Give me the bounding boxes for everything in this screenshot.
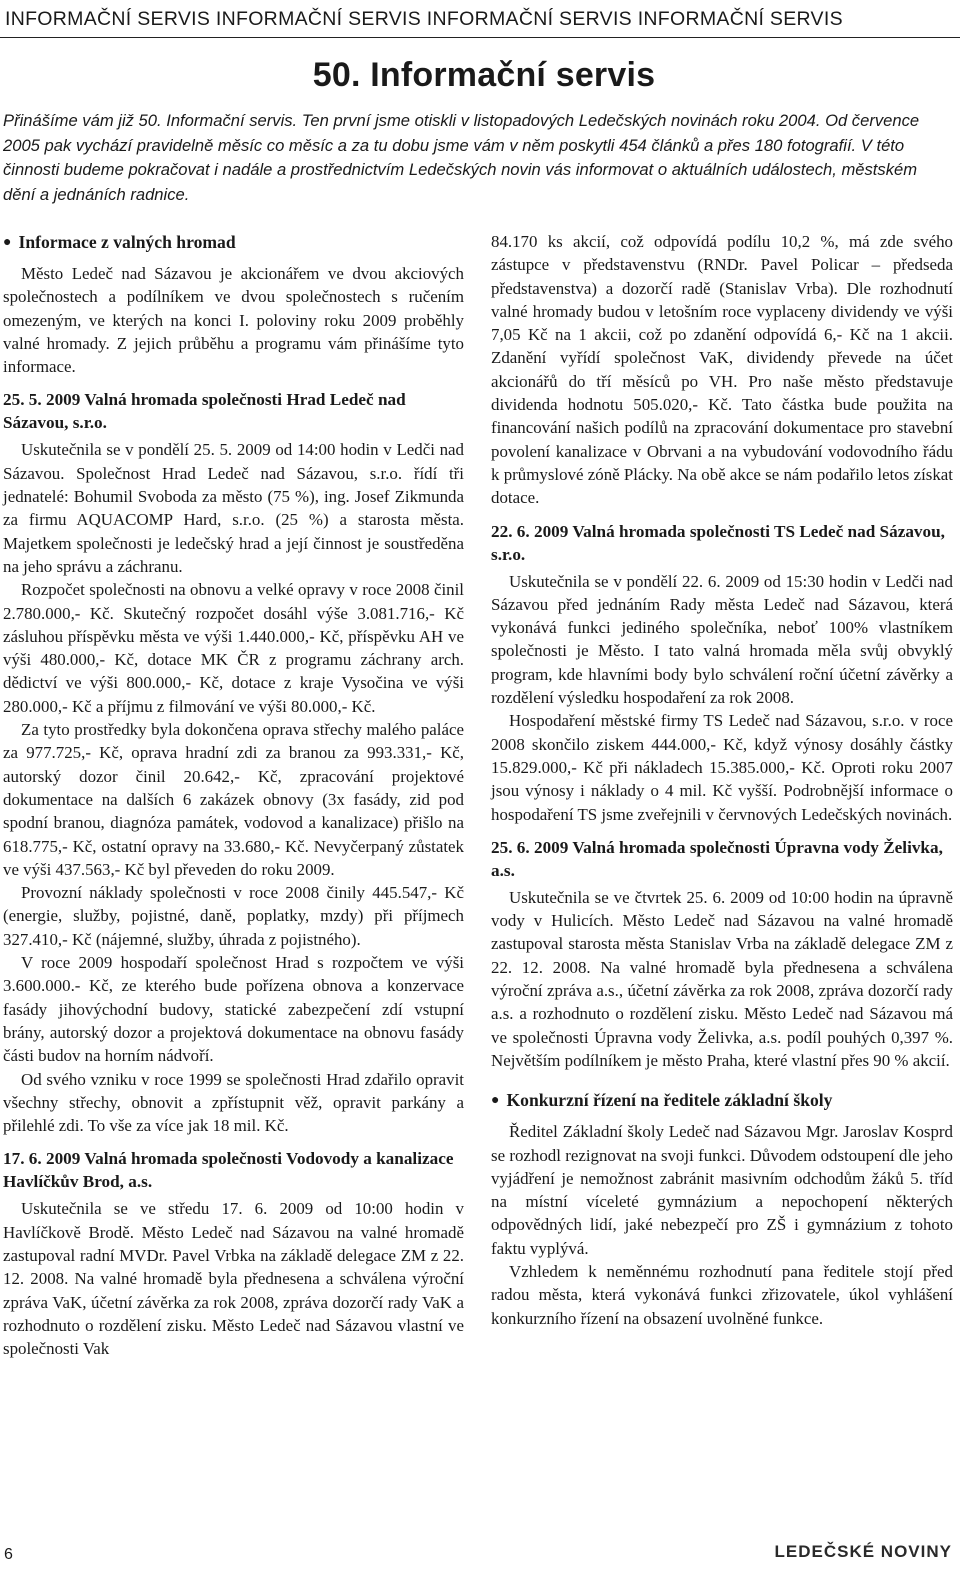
subheading-hrad: 25. 5. 2009 Valná hromada společnosti Hrad Ledeč nad Sázavou, s.r.o. [3,390,406,433]
spacer [491,1072,953,1088]
running-header-text: INFORMAČNÍ SERVIS INFORMAČNÍ SERVIS INFORMAČNÍ SERVIS INFORMAČNÍ SERVIS [5,8,843,30]
paragraph: Provozní náklady společnosti v roce 2008 činily 445.547,- Kč (energie, služby, pojistné, daně, poplatky, mzdy) při příjmech 327.410,- Kč (nájemné, služby, úhrada z pojistného). [3,883,464,949]
left-column [3,230,464,1360]
page-title: 50. Informační servis [312,56,656,94]
paragraph: Uskutečnila se v pondělí 22. 6. 2009 od 15:30 hodin v Ledči nad Sázavou před jednáním Rady města Ledeč nad Sázavou, která vykonává funkci jediného společníka, neboť 100% vlastníkem společnosti je Město. I tato valná hromada měla svůj obvyklý program, kde hlavními body bylo schválení roční účetní závěrky a rozdělení výsledku hospodaření za rok 2008. [491,571,953,708]
subheading-ts: 22. 6. 2009 Valná hromada společnosti TS Ledeč nad Sázavou, s.r.o. [491,521,945,564]
right-column [491,230,953,1330]
paragraph: Ředitel Základní školy Ledeč nad Sázavou Mgr. Jaroslav Kosprd se rozhodl rezignovat na svoji funkci. Důvodem odstoupení dle jeho vyjádření je nemožnost zabránit masivním odchodům žáků 5. tříd na místní víceleté gymnázium a nepochopení některých odpovědných lidí, jaké nebezpečí pro ZŠ i gymnázium z tohoto faktu vyplývá. [491,1122,953,1258]
section-heading-konkurz [491,1088,953,1115]
newspaper-logo: LEDEČSKÉ NOVINY [774,1542,952,1561]
intro-paragraph: Přinášíme vám již 50. Informační servis. Ten první jsme otiskli v listopadových Ledečských novinách roku 2004. Od července 2005 pak vychází pravidelně měsíc co měsíc a za tu dobu jsme vám v něm poskytli 454 článků a přes 180 fotografií. V této činnosti budeme pokračovat i nadále a prostřednictvím Ledečských novin vás informovat o aktuálních událostech, městském dění a jednáních radnice. [3,111,920,204]
running-header [0,0,960,38]
paragraph: Město Ledeč nad Sázavou je akcionářem ve dvou akciových společnostech a podílníkem ve dvou společnostech s ručením omezeným, ve kterých na konci I. poloviny roku 2009 proběhly valné hromady. Z jejich průběhu a programu vám přinášíme tyto informace. [3,264,464,377]
paragraph: Uskutečnila se v pondělí 25. 5. 2009 od 14:00 hodin v Ledči nad Sázavou. Společnost Hrad Ledeč nad Sázavou, s.r.o. řídí tři jednatelé: Bohumil Svoboda za město (75 %), ing. Josef Zikmunda za firmu AQUACOMP Hard, s.r.o. (25 %) a starosta města. Majetkem společnosti je ledečský hrad a její činnost je soustředěna na jeho správu a záchranu. [3,440,464,576]
paragraph: V roce 2009 hospodaří společnost Hrad s rozpočtem ve výši 3.600.000.- Kč, ze kterého bude pořízena obnova a konzervace fasády jihovýchodní budovy, statické zabezpečení zdí vstupní brány, autorský dozor a projektová dokumentace na obnovu fasády části budov na horním nádvoří. [3,953,464,1066]
section-heading-text: Informace z valných hromad [18,232,236,252]
paragraph: Hospodaření městské firmy TS Ledeč nad Sázavou, s.r.o. v roce 2008 skončilo ziskem 444.000,- Kč, když výnosy dosáhly částky 15.829.000,- Kč při nákladech 15.385.000,- Kč. Oproti roku 2007 jsou výnosy i náklady o 4 mil. Kč vyšší. Podrobnější informace o hospodaření TS jsme zveřejnili v červnových Ledečských novinách. [491,711,953,824]
paragraph: Uskutečnila se ve středu 17. 6. 2009 od 10:00 hodin v Havlíčkově Brodě. Město Ledeč nad Sázavou na valné hromadě zastupoval radní MVDr. Pavel Vrbka na základě delegace ZM z 22. 12. 2008. Na valné hromadě byla přednesena a schválena výroční zpráva VaK, účetní závěrka za rok 2008, zpráva dozorčí rady VaK a rozhodnuto o rozdělení zisku. Město Ledeč nad Sázavou vlastní ve společnosti Vak [3,1199,464,1359]
paragraph: 84.170 ks akcií, což odpovídá podílu 10,2 %, má zde svého zástupce v představenstvu (RNDr. Pavel Policar – předseda představenstva) a dozorčí radě (Stanislav Vrba). Dle rozhodnutí valné hromady budou v letošním roce vyplaceny dividendy ve výši 7,05 Kč na 1 akcii, což po zdanění odpovídá 6,- Kč na 1 akcii. Zdanění vyřídí společnost VaK, dividendy převede na účet akcionářů do tří měsíců po VH. Pro naše město představuje dividenda hodnotu 505.020,- Kč. Tato částka bude použita na financování našich podílů na zpracování dokumentace pro stavební povolení kanalizace v Obrvani a na vybudování vodovodního řádu k průmyslové zóně Plácky. Na obě akce se nám podařilo letos získat dotace. [491,232,953,508]
bullet-icon: ● [3,235,12,250]
subheading-zelivka: 25. 6. 2009 Valná hromada společnosti Úpravna vody Želivka, a.s. [491,837,943,880]
bullet-icon: ● [491,1093,500,1109]
paragraph: Vzhledem k neměnnému rozhodnutí pana ředitele stojí před radou města, která vykonává funkci zřizovatele, úkol vyhlášení konkurzního řízení na obsazení uvolněné funkce. [491,1261,953,1328]
section-heading-text: Konkurzní řízení na ředitele základní školy [506,1090,833,1111]
paragraph: Rozpočet společnosti na obnovu a velké opravy v roce 2008 činil 2.780.000,- Kč. Skutečný rozpočet dosáhl výše 3.081.716,- Kč zásluhou příspěvku města ve výši 1.440.000,- Kč, příspěvku AH ve výši 480.000,- Kč, dotace MK ČR z programu záchrany arch. dědictví ve výši 800.000,- Kč, dotace z kraje Vysočina ve výši 280.000,- Kč a příjmu z filmování ve výši 80.000,- Kč. [3,580,464,716]
subheading-vak: 17. 6. 2009 Valná hromada společnosti Vodovody a kanalizace Havlíčkův Brod, a.s. [3,1149,454,1192]
page-number: 6 [4,1546,13,1563]
paragraph: Uskutečnila se ve čtvrtek 25. 6. 2009 od 10:00 hodin na úpravně vody v Hulicích. Město Ledeč nad Sázavou na valné hromadě zastupoval starosta města Stanislav Vrba na základě delegace ZM z 22. 12. 2008. Na valné hromadě byla přednesena a schválena výroční zpráva a.s., účetní závěrka za rok 2008, zpráva dozorčí rady a.s. a rozhodnuto o rozdělení zisku. Město Ledeč nad Sázavou má ve společnosti Úpravna vody Želivka, a.s. podíl pouhých 0,397 %. Největším podílníkem je město Praha, které vlastní přes 90 % akcií. [491,887,953,1070]
section-heading-valne-hromady [3,230,464,257]
header-rule [0,37,960,38]
paragraph: Od svého vzniku v roce 1999 se společnosti Hrad zdařilo opravit všechny střechy, obnovit a zpřístupnit věž, opravit parkány a přilehlé zdi. To vše za více jak 18 mil. Kč. [3,1069,464,1136]
paragraph: Za tyto prostředky byla dokončena oprava střechy malého paláce za 977.725,- Kč, oprava hradní zdi za branou za 993.331,- Kč, autorský dozor činil 20.642,- Kč, zpracování projektové dokumentace na dalších 6 zakázek obnovy (3x fasády, zid pod spodní branou, diagnóza památek, vodovod a kanalizace) přišlo na 618.775,- Kč, ostatní opravy na 33.680,- Kč. Nevyčerpaný zůstatek ve výši 437.563,- Kč byl převeden do roku 2009. [3,720,464,879]
